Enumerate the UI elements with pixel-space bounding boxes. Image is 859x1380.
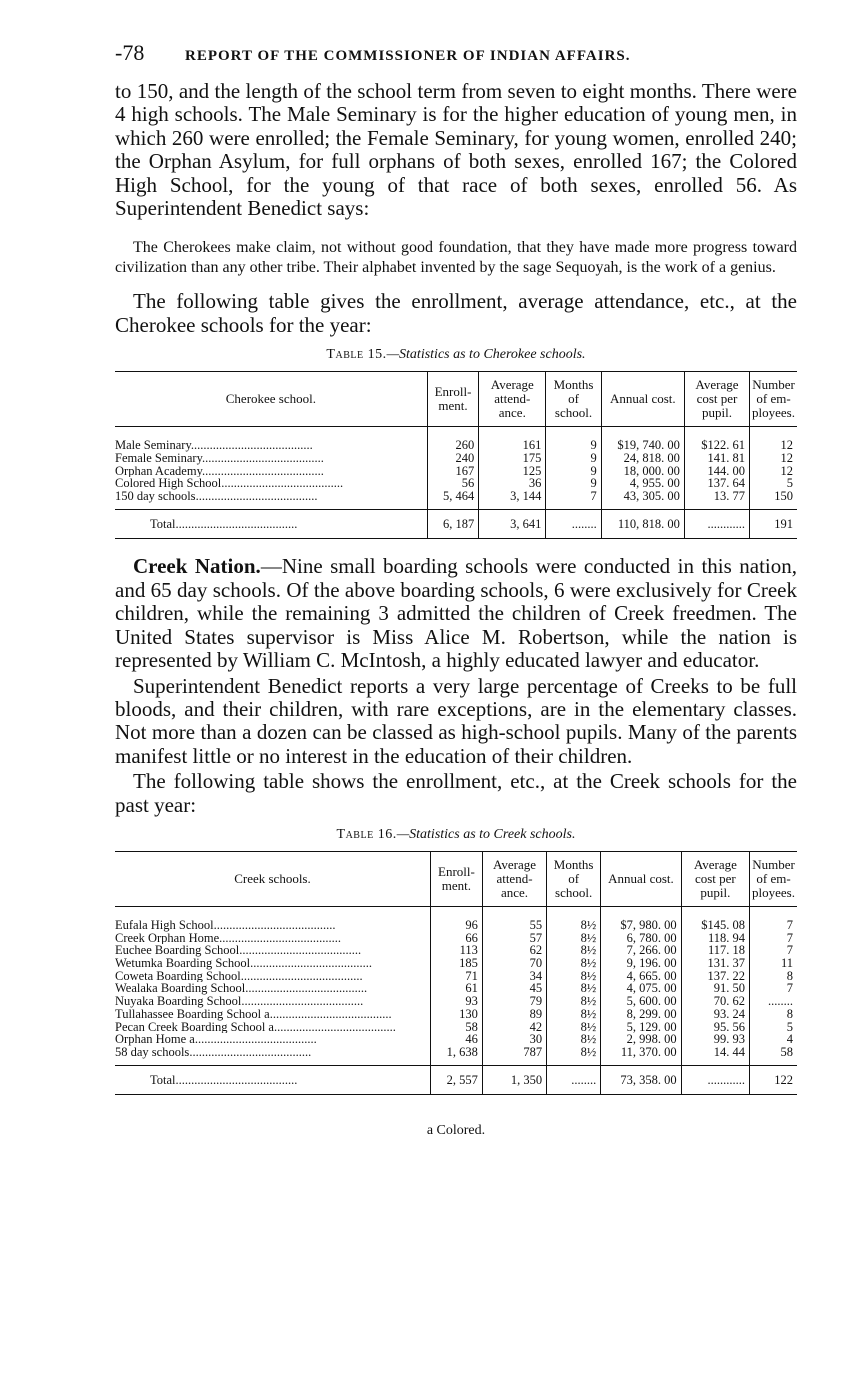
- col-header-cost-per-pupil: Average cost per pupil.: [684, 372, 749, 427]
- employees: 7: [750, 982, 797, 995]
- school-name: Colored High School.......................................: [115, 477, 344, 491]
- attendance: 3, 144: [479, 490, 546, 509]
- creek-nation-lead: Creek Nation.: [133, 554, 261, 579]
- cost-per-pupil: 137. 64: [684, 477, 749, 490]
- months: 9: [546, 477, 601, 490]
- employees: 5: [750, 1021, 797, 1034]
- enrollment: 185: [430, 957, 482, 970]
- cost-per-pupil: 95. 56: [681, 1021, 749, 1034]
- enrollment: 71: [430, 970, 482, 983]
- table-row: [115, 957, 797, 970]
- enrollment: 113: [430, 944, 482, 957]
- total-months: ........: [546, 509, 601, 539]
- total-annual-cost: 73, 358. 00: [601, 1065, 681, 1095]
- school-name: Euchee Boarding School.......................................: [115, 944, 362, 958]
- annual-cost: 4, 955. 00: [601, 477, 684, 490]
- school-name: Wetumka Boarding School.......................................: [115, 957, 372, 970]
- col-header-school: Creek schools.: [115, 851, 430, 906]
- cost-per-pupil: 93. 24: [681, 1008, 749, 1021]
- school-name: Orphan Academy.......................................: [115, 464, 324, 478]
- annual-cost: 43, 305. 00: [601, 490, 684, 509]
- employees: 11: [750, 957, 797, 970]
- cost-per-pupil: 141. 81: [684, 452, 749, 465]
- table16-caption-title: —Statistics as to Creek schools.: [396, 826, 576, 842]
- table15-cherokee-schools: [115, 371, 797, 539]
- enrollment: 58: [430, 1021, 482, 1034]
- attendance: 161: [479, 427, 546, 452]
- attendance: 55: [482, 906, 546, 931]
- attendance: 787: [482, 1046, 546, 1065]
- enrollment: 167: [427, 465, 479, 478]
- table-row: [115, 1008, 797, 1021]
- quotation-benedict: The Cherokees make claim, not without good foundation, that they have made more progress toward civilization than any other tribe. Their alphabet invented by the sage Sequoyah, is the work of a genius.: [115, 239, 797, 277]
- months: 8½: [547, 906, 601, 931]
- table-row: [115, 427, 797, 452]
- cost-per-pupil: 131. 37: [681, 957, 749, 970]
- employees: 58: [750, 1046, 797, 1065]
- employees: 150: [750, 490, 797, 509]
- school-name: Male Seminary.......................................: [115, 438, 313, 452]
- total-annual-cost: 110, 818. 00: [601, 509, 684, 539]
- cost-per-pupil: 118. 94: [681, 932, 749, 945]
- col-header-annual-cost: Annual cost.: [601, 372, 684, 427]
- months: 8½: [547, 1033, 601, 1046]
- col-header-months: Months of school.: [547, 851, 601, 906]
- col-header-cost-per-pupil: Average cost per pupil.: [681, 851, 749, 906]
- table-row: [115, 970, 797, 983]
- employees: 5: [750, 477, 797, 490]
- col-header-attendance: Average attend-ance.: [479, 372, 546, 427]
- enrollment: 1, 638: [430, 1046, 482, 1065]
- annual-cost: 18, 000. 00: [601, 465, 684, 478]
- attendance: 30: [482, 1033, 546, 1046]
- footnote: a Colored.: [426, 1123, 486, 1139]
- enrollment: 5, 464: [427, 490, 479, 509]
- paragraph-table16-intro: The following table shows the enrollment, etc., at the Creek schools for the past year:: [115, 769, 797, 817]
- months: 8½: [547, 944, 601, 957]
- table15-caption-label: Table 15.: [326, 347, 387, 363]
- table-header-row: [115, 372, 797, 427]
- page-number: -78: [115, 40, 145, 65]
- months: 8½: [547, 982, 601, 995]
- table-row: [115, 1021, 797, 1034]
- table15-caption-title: —Statistics as to Cherokee schools.: [386, 347, 586, 363]
- table-row: [115, 906, 797, 931]
- school-name: Nuyaka Boarding School.......................................: [115, 995, 364, 1008]
- employees: 12: [750, 452, 797, 465]
- cost-per-pupil: 144. 00: [684, 465, 749, 478]
- school-name: 58 day schools.......................................: [115, 1045, 312, 1059]
- col-header-employees: Number of em-ployees.: [750, 851, 797, 906]
- months: 9: [546, 427, 601, 452]
- col-header-enrollment: Enroll-ment.: [427, 372, 479, 427]
- total-cost-per-pupil: ............: [681, 1065, 749, 1095]
- table-row: [115, 1046, 797, 1065]
- school-name: Pecan Creek Boarding School a.......................................: [115, 1020, 396, 1034]
- total-label: Total.......................................: [115, 1065, 430, 1095]
- annual-cost: 2, 998. 00: [601, 1033, 681, 1046]
- enrollment: 260: [427, 427, 479, 452]
- enrollment: 96: [430, 906, 482, 931]
- employees: 4: [750, 1033, 797, 1046]
- annual-cost: 24, 818. 00: [601, 452, 684, 465]
- employees: 7: [750, 932, 797, 945]
- total-employees: 191: [750, 509, 797, 539]
- school-name: Wealaka Boarding School.......................................: [115, 982, 368, 996]
- attendance: 36: [479, 477, 546, 490]
- annual-cost: $19, 740. 00: [601, 427, 684, 452]
- table-row: [115, 490, 797, 509]
- annual-cost: 5, 129. 00: [601, 1021, 681, 1034]
- col-header-school: Cherokee school.: [115, 372, 427, 427]
- months: 8½: [547, 970, 601, 983]
- attendance: 70: [482, 957, 546, 970]
- document-page: [115, 40, 797, 1139]
- table16-creek-schools: [115, 851, 797, 1095]
- table-row: [115, 982, 797, 995]
- paragraph-creek-pupils: Superintendent Benedict reports a very large percentage of Creeks to be full bloods, and their children, with rare exceptions, are in the elementary classes. Not more than a dozen can be classed as high-school pupils. Many of the parents manifest little or no interest in the education of their children.: [115, 673, 797, 768]
- total-attendance: 3, 641: [479, 509, 546, 539]
- enrollment: 240: [427, 452, 479, 465]
- cost-per-pupil: $145. 08: [681, 906, 749, 931]
- school-name: Coweta Boarding School.......................................: [115, 969, 363, 983]
- total-employees: 122: [750, 1065, 797, 1095]
- attendance: 45: [482, 982, 546, 995]
- cost-per-pupil: 70. 62: [681, 995, 749, 1008]
- attendance: 34: [482, 970, 546, 983]
- total-enrollment: 2, 557: [430, 1065, 482, 1095]
- table-header-row: [115, 851, 797, 906]
- annual-cost: 11, 370. 00: [601, 1046, 681, 1065]
- table-row: [115, 452, 797, 465]
- enrollment: 46: [430, 1033, 482, 1046]
- enrollment: 56: [427, 477, 479, 490]
- annual-cost: 7, 266. 00: [601, 944, 681, 957]
- annual-cost: 4, 665. 00: [601, 970, 681, 983]
- cost-per-pupil: 13. 77: [684, 490, 749, 509]
- table16-caption: [115, 827, 797, 843]
- school-name: Female Seminary.......................................: [115, 451, 324, 465]
- table-row: [115, 932, 797, 945]
- attendance: 175: [479, 452, 546, 465]
- school-name: Orphan Home a.......................................: [115, 1033, 317, 1046]
- months: 8½: [547, 1021, 601, 1034]
- page-header: [115, 40, 797, 80]
- enrollment: 93: [430, 995, 482, 1008]
- enrollment: 130: [430, 1008, 482, 1021]
- months: 8½: [547, 932, 601, 945]
- table-total-row: [115, 1065, 797, 1095]
- school-name: 150 day schools.......................................: [115, 490, 318, 504]
- table16-caption-label: Table 16.: [336, 826, 397, 842]
- months: 8½: [547, 957, 601, 970]
- total-enrollment: 6, 187: [427, 509, 479, 539]
- col-header-attendance: Average attend-ance.: [482, 851, 546, 906]
- enrollment: 61: [430, 982, 482, 995]
- cost-per-pupil: 91. 50: [681, 982, 749, 995]
- attendance: 79: [482, 995, 546, 1008]
- school-name: Eufala High School.......................................: [115, 917, 336, 932]
- table-row: [115, 944, 797, 957]
- total-months: ........: [547, 1065, 601, 1095]
- running-title: REPORT OF THE COMMISSIONER OF INDIAN AFFAIRS.: [185, 48, 631, 64]
- employees: 7: [750, 906, 797, 931]
- employees: 12: [750, 465, 797, 478]
- table-row: [115, 995, 797, 1008]
- total-attendance: 1, 350: [482, 1065, 546, 1095]
- months: 9: [546, 465, 601, 478]
- cost-per-pupil: 137. 22: [681, 970, 749, 983]
- enrollment: 66: [430, 932, 482, 945]
- attendance: 57: [482, 932, 546, 945]
- cost-per-pupil: 117. 18: [681, 944, 749, 957]
- col-header-employees: Number of em-ployees.: [750, 372, 797, 427]
- school-name: Tullahassee Boarding School a.......................................: [115, 1007, 392, 1021]
- employees: 8: [750, 970, 797, 983]
- paragraph-creek-nation: Creek Nation.—Nine small boarding schools were conducted in this nation, and 65 day schools. Of the above boarding schools, 6 were exclusively for Creek children, while the remaining 3 admitted the children of Creek freedmen. The United States supervisor is Miss Alice M. Robertson, while the nation is represented by William C. McIntosh, a highly educated lawyer and educator.: [115, 554, 797, 673]
- annual-cost: 6, 780. 00: [601, 932, 681, 945]
- annual-cost: 9, 196. 00: [601, 957, 681, 970]
- paragraph-table15-intro: The following table gives the enrollment, average attendance, etc., at the Cherokee schools for the year:: [115, 289, 797, 337]
- months: 7: [546, 490, 601, 509]
- annual-cost: 4, 075. 00: [601, 982, 681, 995]
- employees: 12: [750, 427, 797, 452]
- attendance: 42: [482, 1021, 546, 1034]
- employees: ........: [750, 995, 797, 1008]
- col-header-enrollment: Enroll-ment.: [430, 851, 482, 906]
- school-name: Creek Orphan Home.......................................: [115, 931, 342, 945]
- table-total-row: [115, 509, 797, 539]
- attendance: 62: [482, 944, 546, 957]
- table-row: [115, 465, 797, 478]
- table15-caption: [115, 347, 797, 363]
- employees: 7: [750, 944, 797, 957]
- months: 8½: [547, 1008, 601, 1021]
- months: 8½: [547, 995, 601, 1008]
- cost-per-pupil: $122. 61: [684, 427, 749, 452]
- annual-cost: 5, 600. 00: [601, 995, 681, 1008]
- employees: 8: [750, 1008, 797, 1021]
- annual-cost: 8, 299. 00: [601, 1008, 681, 1021]
- col-header-annual-cost: Annual cost.: [601, 851, 681, 906]
- attendance: 89: [482, 1008, 546, 1021]
- col-header-months: Months of school.: [546, 372, 601, 427]
- attendance: 125: [479, 465, 546, 478]
- total-label: Total.......................................: [115, 509, 427, 539]
- cost-per-pupil: 14. 44: [681, 1046, 749, 1065]
- paragraph-cherokee-schools: to 150, and the length of the school term from seven to eight months. There were 4 high schools. The Male Seminary is for the higher education of young men, in which 260 were enrolled; the Female Seminary, for young women, enrolled 240; the Orphan Asylum, for full orphans of both sexes, enrolled 167; the Colored High School, for the young of that race of both sexes, enrolled 56. As Superintendent Benedict says:: [115, 79, 797, 221]
- total-cost-per-pupil: ............: [684, 509, 749, 539]
- cost-per-pupil: 99. 93: [681, 1033, 749, 1046]
- months: 8½: [547, 1046, 601, 1065]
- annual-cost: $7, 980. 00: [601, 906, 681, 931]
- months: 9: [546, 452, 601, 465]
